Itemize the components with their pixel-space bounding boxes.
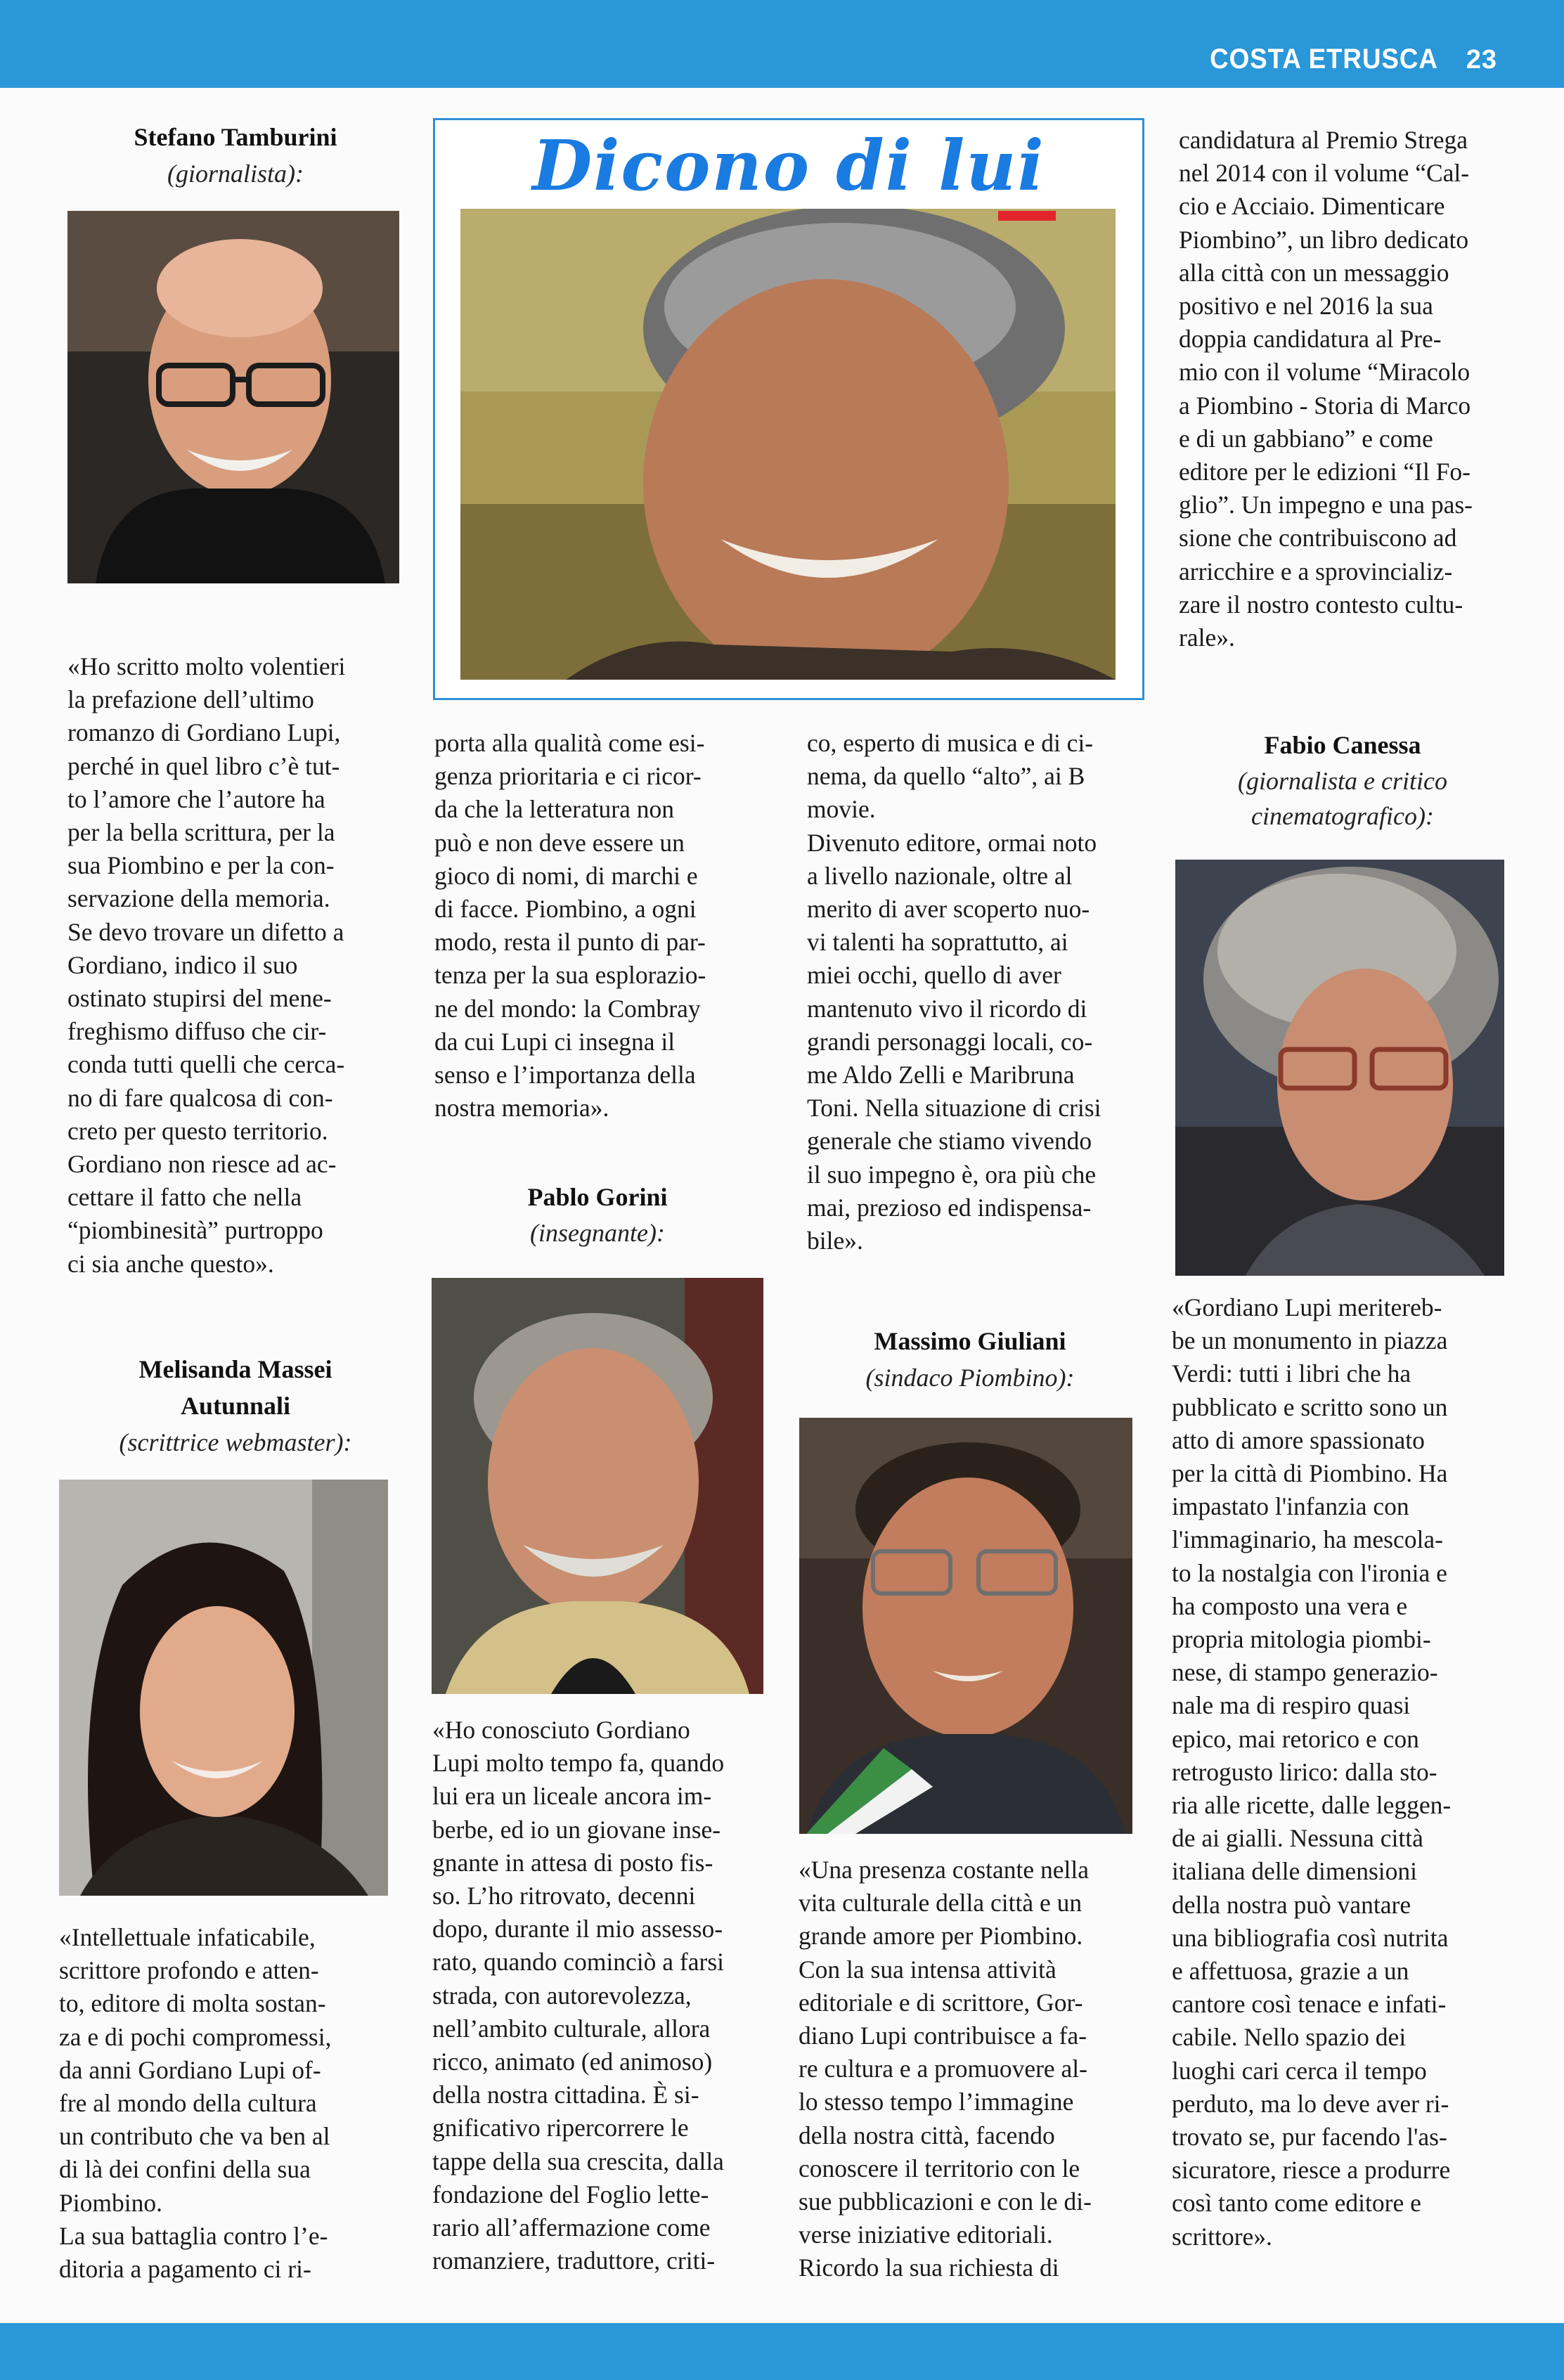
portrait-photo-icon — [799, 1418, 1132, 1834]
main-photo — [460, 209, 1116, 680]
page-number: 23 — [1466, 45, 1497, 75]
gorini-photo — [432, 1278, 763, 1694]
portrait-photo-icon — [67, 211, 399, 583]
canessa-name: Fabio Canessa — [1264, 731, 1421, 759]
giuliani-name: Massimo Giuliani — [874, 1327, 1066, 1355]
giuliani-quote-continued: candidatura al Premio Strega nel 2014 con il volume “Cal- cio e Acciaio. Dimenticare Piombino”, un libro dedicato alla città con un messaggio positivo e nel 2016 la sua doppia candidatura al Pre- mio con il volume “Miracolo a Piombino - Storia di Marco e di un gabbiano” e come editore per le edizioni “Il Fo- glio”. Un impegno e una pas- sione che contribuiscono ad arricchire e a sprovincializ- zare il nostro contesto cultu- rale». — [1179, 126, 1473, 652]
title-accent-bar — [998, 211, 1056, 221]
canessa-role-line2: cinematografico): — [1251, 802, 1434, 830]
canessa-role-line1: (giornalista e critico — [1238, 767, 1447, 795]
giuliani-role: (sindaco Piombino): — [865, 1364, 1075, 1392]
portrait-photo-icon — [59, 1480, 388, 1896]
tamburini-role: (giornalista): — [167, 160, 304, 188]
massei-quote-continued: porta alla qualità come esi- genza prioritaria e ci ricor- da che la letteratura non può e non deve essere un gioco di nomi, di marchi e di facce. Piombino, a ogni modo, resta il punto di par- tenza per la sua esplorazio- ne del mondo: la Combray da cui Lupi ci insegna il senso e l’importanza della nostra memoria». — [434, 729, 706, 1123]
page-header — [1200, 44, 1497, 75]
massei-quote: «Intellettuale infaticabile, scrittore profondo e atten- to, editore di molta sostan- za e di pochi compromessi, da anni Gordiano Lupi of- fre al mondo della cultura un contributo che va ben al di là dei confini della sua Piombino. La sua battaglia contro l’e- ditoria a pagamento ci ri- — [59, 1923, 332, 2284]
gorini-role: (insegnante): — [530, 1219, 665, 1247]
title-frame — [433, 118, 1144, 700]
tamburini-photo — [67, 211, 399, 583]
gorini-quote: «Ho conosciuto Gordiano Lupi molto tempo fa, quando lui era un liceale ancora im- berbe, ed io un giovane inse- gnante in attesa di posto fis- so. L’ho ritrovato, decenni dopo, durante il mio assesso- rato, quando cominciò a farsi strada, con autorevolezza, nell’ambito culturale, allora ricco, animato (ed animoso) della nostra cittadina. È si- gnificativo ripercorrere le tappe della sua crescita, dalla fondazione del Foglio lette- rario all’affermazione come romanziere, traduttore, criti- — [432, 1716, 725, 2275]
massei-photo — [59, 1480, 388, 1896]
tamburini-quote: «Ho scritto molto volentieri la prefazione dell’ultimo romanzo di Gordiano Lupi, perché in quel libro c’è tut- to l’amore che l’autore ha per la bella scrittura, per la sua Piombino e per la con- servazione della memoria. Se devo trovare un difetto a Gordiano, indico il suo ostinato stupirsi del mene- freghismo diffuso che cir- conda tutti quelli che cerca- no di fare qualcosa di con- creto per questo territorio. Gordiano non riesce ad ac- cettare il fatto che nella “piombinesità” purtroppo ci sia anche questo». — [67, 652, 346, 1278]
massei-role: (scrittrice webmaster): — [119, 1428, 352, 1456]
portrait-photo-icon — [460, 209, 1116, 680]
magazine-name: COSTA ETRUSCA — [1209, 44, 1438, 75]
portrait-photo-icon — [432, 1278, 763, 1694]
canessa-quote: «Gordiano Lupi meritereb- be un monumento in piazza Verdi: tutti i libri che ha pubblicato e scritto sono un atto di amore spassionato per la città di Piombino. Ha impastato l'infanzia con l'immaginario, ha mescola- to la nostalgia con l'ironia e ha composto una vera e propria mitologia piombi- nese, di stampo generazio- nale ma di respiro quasi epico, mai retorico e con retrogusto lirico: dalla sto- ria alle ricette, dalle leggen- de ai gialli. Nessuna città italiana delle dimensioni della nostra può vantare una bibliografia così nutrita e affettuosa, grazie a un cantore così tenace e infati- cabile. Nello spazio dei luoghi cari cerca il tempo perduto, ma lo deve aver ri- trovato se, pur facendo l'as- sicuratore, riesce a produrre così tanto come editore e scrittore». — [1172, 1293, 1452, 2251]
giuliani-photo — [799, 1418, 1132, 1834]
canessa-photo — [1175, 860, 1504, 1276]
giuliani-quote: «Una presenza costante nella vita culturale della città e un grande amore per Piombino. Con la sua intensa attività editoriale e di scrittore, Gor- diano Lupi contribuisce a fa- re cultura e a promuovere al- lo stesso tempo l’immagine della nostra città, facendo conoscere il territorio con le sue pubblicazioni e con le di- verse iniziative editoriali. Ricordo la sua richiesta di — [799, 1856, 1092, 2282]
article-title: Dicono di lui — [532, 126, 1045, 207]
massei-name-line1: Melisanda Massei — [138, 1355, 332, 1383]
gorini-name: Pablo Gorini — [527, 1183, 668, 1211]
tamburini-name: Stefano Tamburini — [134, 123, 337, 151]
massei-name-line2: Autunnali — [180, 1392, 291, 1420]
gorini-quote-continued: co, esperto di musica e di ci- nema, da quello “alto”, ai B movie. Divenuto editore, ormai noto a livello nazionale, oltre al merito di aver scoperto nuo- vi talenti ha soprattutto, ai miei occhi, quello di aver mantenuto vivo il ricordo di grandi personaggi locali, co- me Aldo Zelli e Maribruna Toni. Nella situazione di crisi generale che stiamo vivendo il suo impegno è, ora più che mai, prezioso ed indispensa- bile». — [807, 729, 1101, 1255]
portrait-photo-icon — [1175, 860, 1504, 1276]
